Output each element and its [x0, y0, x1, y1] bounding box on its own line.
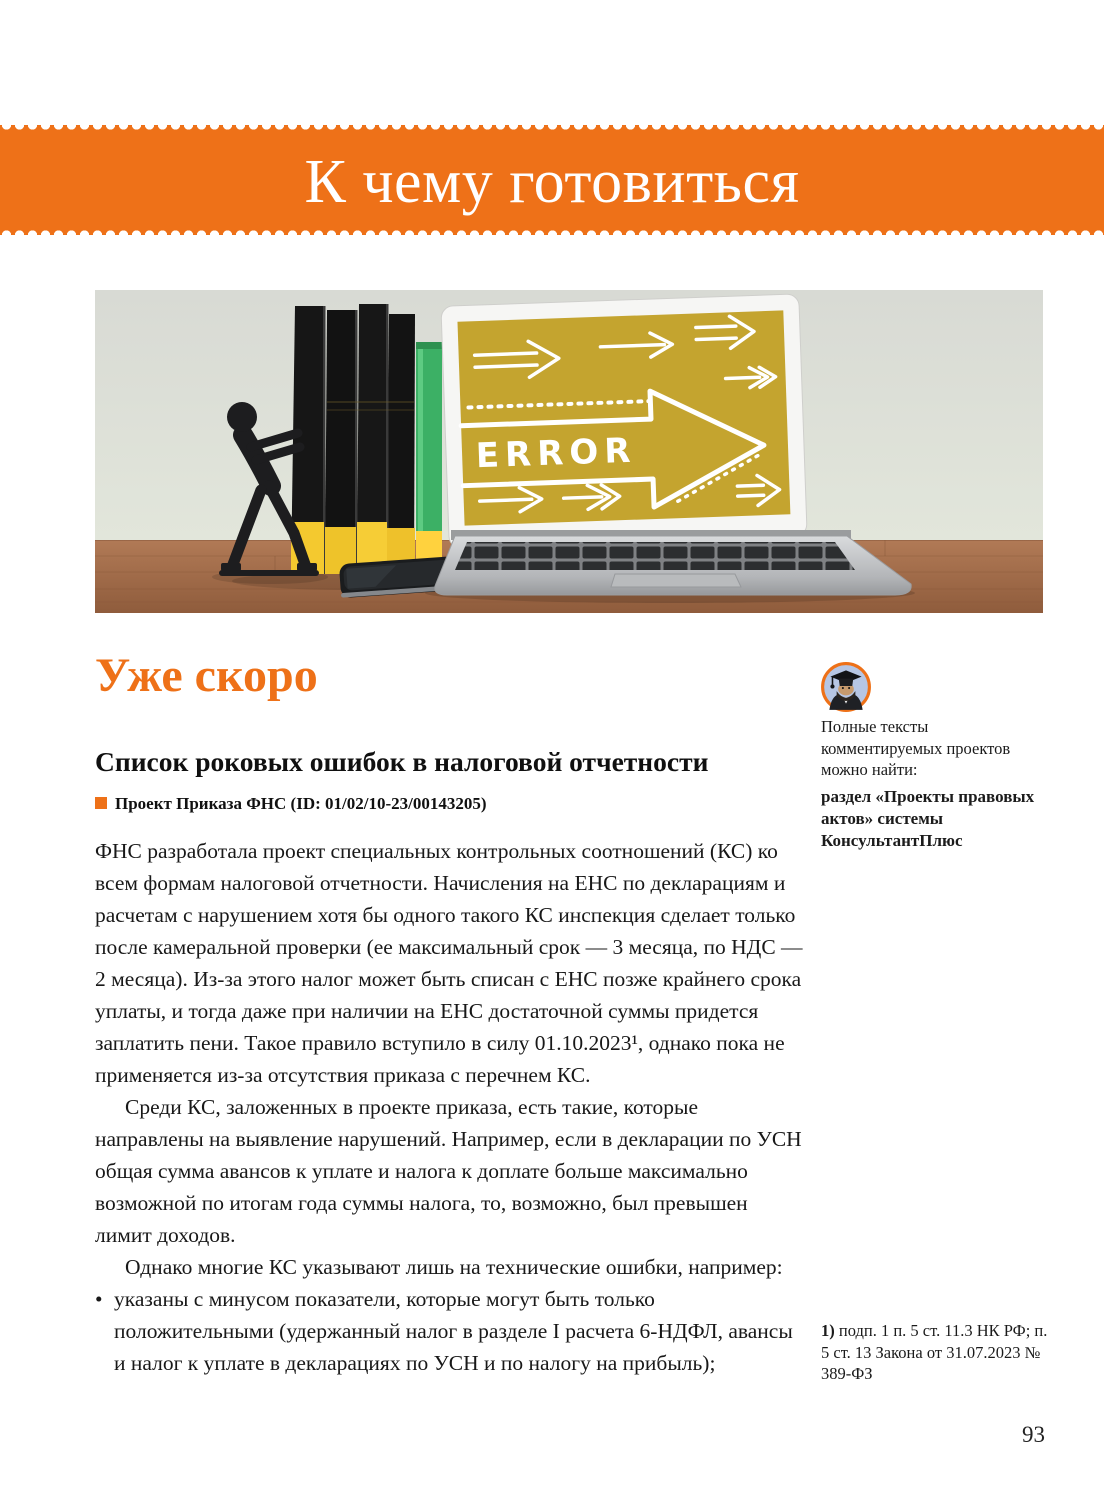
list-item — [95, 1283, 803, 1379]
footnote — [821, 1320, 1055, 1385]
kicker-bullet-square — [95, 797, 107, 809]
trackpad — [611, 574, 741, 587]
sidebar-note — [821, 716, 1053, 852]
footnote-text: подп. 1 п. 5 ст. 11.3 НК РФ; п. 5 ст. 13 Закона от 31.07.2023 № 389-ФЗ — [821, 1321, 1048, 1383]
article-body — [95, 835, 803, 1379]
error-text: ERROR — [475, 430, 638, 477]
paragraph: ФНС разработала проект специальных контрольных соотношений (КС) ко всем формам налоговой отчетности. Начисления на ЕНС по декларациям и расчетам с нарушением хотя бы одного такого КС инспекция сделает только после камеральной проверки (ее максимальный срок — 3 месяца, по НДС — 2 месяца). Из-за этого налог может быть списан с ЕНС позже крайнего срока уплаты, и тогда даже при наличии на ЕНС достаточной суммы придется заплатить пени. Такое правило вступило в силу 01.10.2023¹, однако пока не применяется из-за отсутствия приказа с перечнем КС. — [95, 839, 803, 1087]
sidebar-note-link-text: раздел «Проекты правовых актов» системы КонсультантПлюс — [821, 786, 1035, 850]
sidebar-note-text: Полные тексты комментируемых проектов можно найти: — [821, 717, 1011, 779]
laptop-base — [435, 530, 911, 595]
laptop-screen — [441, 294, 807, 548]
section-banner — [0, 125, 1104, 235]
kicker-text: Проект Приказа ФНС (ID: 01/02/10-23/00143205) — [115, 794, 487, 813]
paragraph: Среди КС, заложенных в проекте приказа, есть такие, которые направлены на выявление нарушений. Например, если в декларации по УСН общая сумма авансов к уплате и налога к доплате больше максимально возможной по итогам года суммы налога, то, возможно, был превышен лимит доходов. — [95, 1095, 802, 1247]
article-headline: Список роковых ошибок в налоговой отчетности — [95, 746, 709, 777]
books — [291, 304, 442, 574]
keyboard — [455, 542, 855, 570]
paragraph: Однако многие КС указывают лишь на технические ошибки, например: — [125, 1255, 783, 1279]
article-kicker — [95, 794, 811, 814]
footnote-marker: 1) — [821, 1321, 835, 1340]
consultant-mascot-icon — [820, 661, 872, 713]
bullet-text: указаны с минусом показатели, которые могут быть только положительными (удержанный налог в разделе I расчета 6-НДФЛ, авансы и налог к уплате в декларациях по УСН и по налогу на прибыль); — [114, 1287, 793, 1375]
page-title: Уже скоро — [95, 649, 318, 702]
banner-title: К чему готовиться — [304, 148, 800, 216]
bullet-marker: • — [95, 1287, 103, 1311]
hero-photo — [95, 290, 1043, 613]
page-number: 93 — [1022, 1422, 1045, 1447]
